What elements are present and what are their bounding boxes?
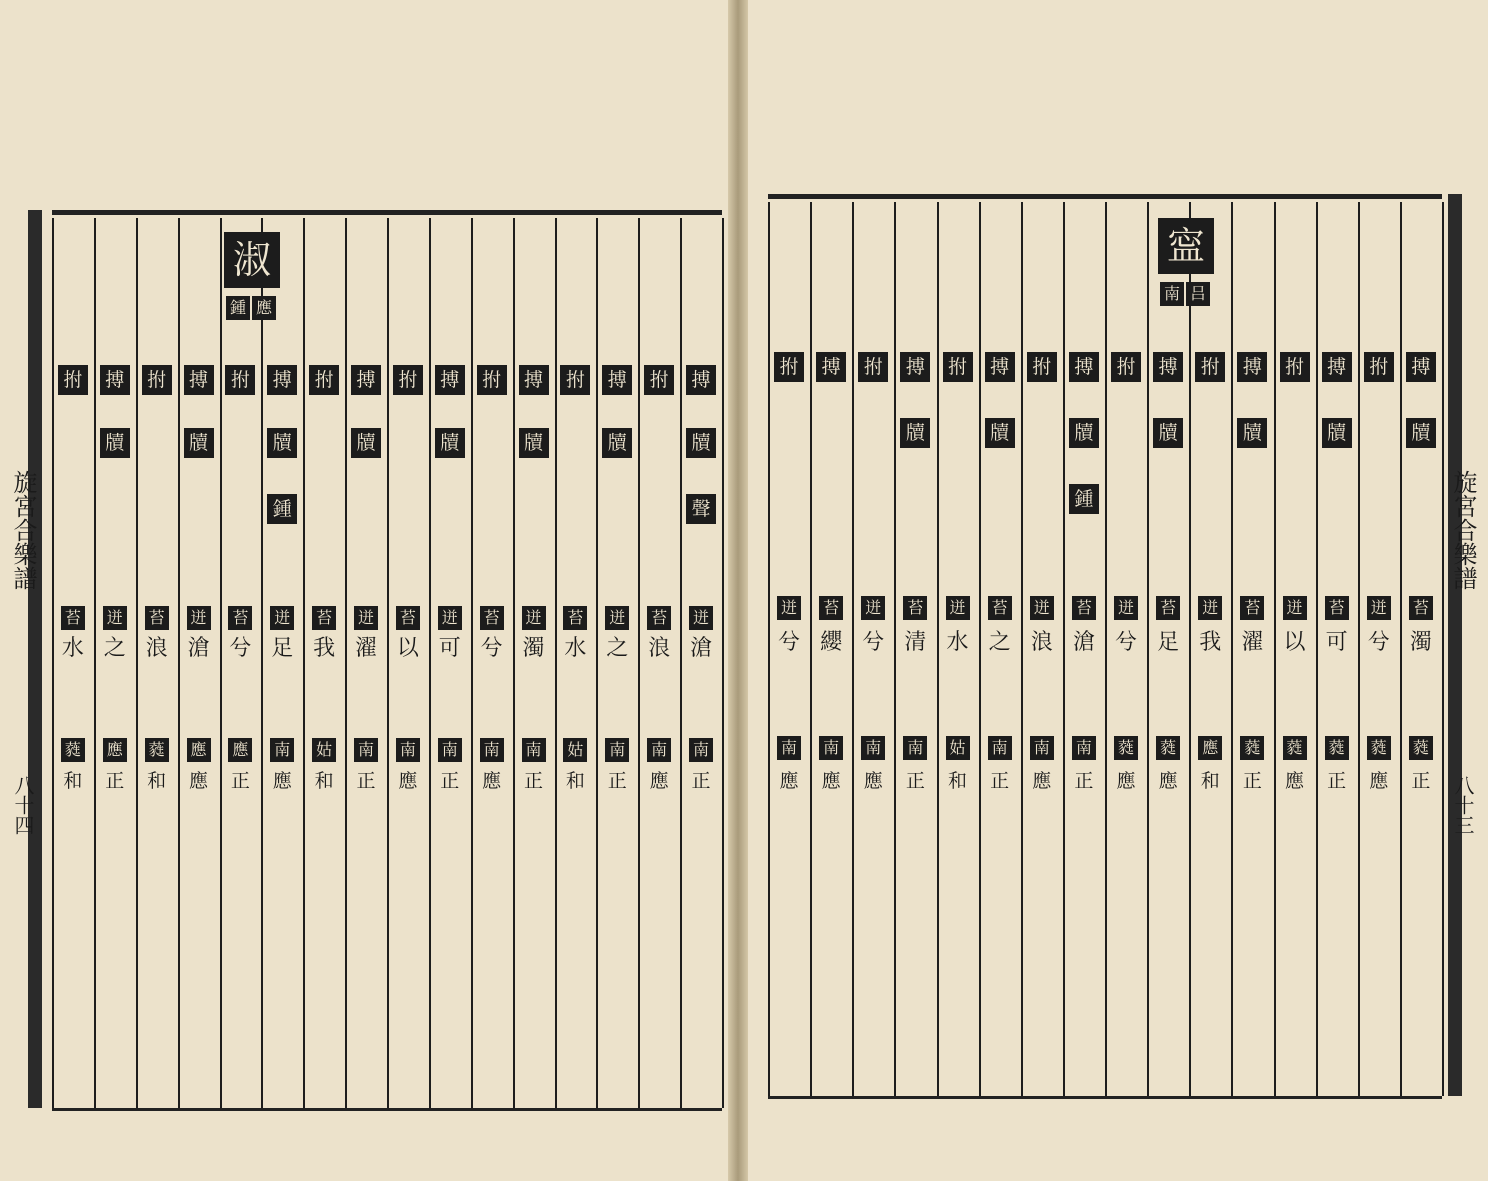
lyric-char: 浪: [1030, 630, 1053, 655]
instrument-mark: 南: [861, 736, 885, 760]
instrument-mark: 應: [103, 738, 127, 762]
column-rule: [638, 218, 640, 1108]
notation-top-mark: 拊: [560, 365, 590, 395]
note-char: 應: [863, 770, 883, 792]
lyric-char: 濁: [522, 636, 545, 661]
note-char: 和: [314, 770, 334, 792]
instrument-mark: 南: [1030, 736, 1054, 760]
notation-top-mark: 搏: [519, 365, 549, 395]
tag-mark: 苔: [647, 606, 671, 630]
note-char: 正: [105, 770, 125, 792]
lyric-char: 足: [1157, 630, 1180, 655]
column-rule: [261, 218, 263, 1108]
notation-top-mark: 拊: [393, 365, 423, 395]
note-char: 應: [482, 770, 502, 792]
notation-top-mark: 搏: [985, 352, 1015, 382]
tag-mark: 苔: [1072, 596, 1096, 620]
lyric-char: 足: [271, 636, 294, 661]
note-char: 應: [272, 770, 292, 792]
lyric-char: 兮: [1115, 630, 1138, 655]
notation-mid-mark: 鍾: [267, 494, 297, 524]
column-rule: [513, 218, 515, 1108]
column-rule: [1105, 202, 1107, 1096]
note-char: 應: [189, 770, 209, 792]
column-rule: [894, 202, 896, 1096]
column-rule: [136, 218, 138, 1108]
note-char: 正: [1242, 770, 1262, 792]
title-char: 寍: [1158, 218, 1214, 274]
note-char: 應: [1116, 770, 1136, 792]
lyric-char: 濯: [1241, 630, 1264, 655]
column-rule: [852, 202, 854, 1096]
column-rule: [94, 218, 96, 1108]
notation-top-mark: 搏: [267, 365, 297, 395]
lyric-char: 兮: [1367, 630, 1390, 655]
notation-mid-mark: 牘: [351, 428, 381, 458]
tag-mark: 迸: [103, 606, 127, 630]
notation-mid-mark: 牘: [100, 428, 130, 458]
instrument-mark: 蕤: [1156, 736, 1180, 760]
book-gutter: [728, 0, 748, 1181]
instrument-mark: 蕤: [1367, 736, 1391, 760]
lyric-char: 滄: [1072, 630, 1095, 655]
tag-mark: 苔: [563, 606, 587, 630]
notation-mid-mark: 牘: [267, 428, 297, 458]
column-rule: [722, 218, 724, 1108]
instrument-mark: 南: [605, 738, 629, 762]
column-rule: [1147, 202, 1149, 1096]
tag-mark: 苔: [61, 606, 85, 630]
notation-mid-mark: 鍾: [1069, 484, 1099, 514]
instrument-mark: 南: [647, 738, 671, 762]
tag-mark: 苔: [396, 606, 420, 630]
tag-mark: 苔: [480, 606, 504, 630]
note-char: 應: [1369, 770, 1389, 792]
instrument-mark: 南: [270, 738, 294, 762]
lyric-char: 兮: [862, 630, 885, 655]
tag-mark: 迸: [946, 596, 970, 620]
notation-top-mark: 搏: [816, 352, 846, 382]
tag-mark: 苔: [145, 606, 169, 630]
title-sub-mark: 南: [1160, 282, 1184, 306]
notation-top-mark: 拊: [1027, 352, 1057, 382]
instrument-mark: 姑: [946, 736, 970, 760]
notation-top-mark: 搏: [686, 365, 716, 395]
notation-top-mark: 搏: [1406, 352, 1436, 382]
lyric-char: 可: [1325, 630, 1348, 655]
column-rule: [52, 218, 54, 1108]
notation-mid-mark: 聲: [686, 494, 716, 524]
lyric-char: 清: [904, 630, 927, 655]
tag-mark: 迸: [605, 606, 629, 630]
note-char: 正: [905, 770, 925, 792]
note-char: 和: [565, 770, 585, 792]
lyric-char: 纓: [820, 630, 843, 655]
notation-mid-mark: 牘: [435, 428, 465, 458]
note-char: 正: [691, 770, 711, 792]
tag-mark: 迸: [777, 596, 801, 620]
lyric-char: 濁: [1409, 630, 1432, 655]
tag-mark: 苔: [1325, 596, 1349, 620]
notation-mid-mark: 牘: [1322, 418, 1352, 448]
note-char: 正: [607, 770, 627, 792]
notation-top-mark: 拊: [1280, 352, 1310, 382]
tag-mark: 迸: [1198, 596, 1222, 620]
notation-mid-mark: 牘: [1237, 418, 1267, 448]
instrument-mark: 南: [354, 738, 378, 762]
tag-mark: 苔: [1409, 596, 1433, 620]
notation-top-mark: 搏: [1322, 352, 1352, 382]
instrument-mark: 蕤: [1114, 736, 1138, 760]
title-sub-mark: 應: [252, 296, 276, 320]
tag-mark: 迸: [270, 606, 294, 630]
column-rule: [555, 218, 557, 1108]
title-char: 淑: [224, 232, 280, 288]
column-rule: [220, 218, 222, 1108]
lyric-char: 我: [313, 636, 336, 661]
instrument-mark: 南: [777, 736, 801, 760]
frame-side-rule: [1448, 194, 1462, 1096]
notation-top-mark: 拊: [858, 352, 888, 382]
instrument-mark: 姑: [563, 738, 587, 762]
notation-top-mark: 搏: [1237, 352, 1267, 382]
notation-top-mark: 搏: [184, 365, 214, 395]
instrument-mark: 南: [988, 736, 1012, 760]
lyric-char: 兮: [480, 636, 503, 661]
lyric-char: 以: [396, 636, 419, 661]
note-char: 應: [1285, 770, 1305, 792]
lyric-char: 濯: [355, 636, 378, 661]
left-page: [0, 0, 740, 1181]
note-char: 正: [440, 770, 460, 792]
lyric-char: 兮: [778, 630, 801, 655]
instrument-mark: 南: [438, 738, 462, 762]
right-page: [740, 0, 1488, 1181]
note-char: 和: [147, 770, 167, 792]
lyric-char: 以: [1283, 630, 1306, 655]
notation-top-mark: 搏: [602, 365, 632, 395]
column-rule: [979, 202, 981, 1096]
note-char: 正: [356, 770, 376, 792]
column-rule: [1063, 202, 1065, 1096]
instrument-mark: 南: [522, 738, 546, 762]
note-char: 正: [990, 770, 1010, 792]
frame-side-rule: [28, 210, 42, 1108]
tag-mark: 苔: [1156, 596, 1180, 620]
instrument-mark: 蕤: [61, 738, 85, 762]
page-number: 八十四: [11, 775, 35, 835]
instrument-mark: 南: [819, 736, 843, 760]
tag-mark: 迸: [1030, 596, 1054, 620]
tag-mark: 迸: [1283, 596, 1307, 620]
column-rule: [429, 218, 431, 1108]
lyric-char: 浪: [145, 636, 168, 661]
column-rule: [1231, 202, 1233, 1096]
column-rule: [1274, 202, 1276, 1096]
instrument-mark: 蕤: [1240, 736, 1264, 760]
tag-mark: 苔: [1240, 596, 1264, 620]
notation-top-mark: 拊: [1111, 352, 1141, 382]
notation-top-mark: 拊: [1364, 352, 1394, 382]
note-char: 和: [948, 770, 968, 792]
tag-mark: 迸: [1114, 596, 1138, 620]
notation-top-mark: 拊: [943, 352, 973, 382]
notation-mid-mark: 牘: [1153, 418, 1183, 448]
instrument-mark: 南: [480, 738, 504, 762]
column-rule: [680, 218, 682, 1108]
margin-title: 旋宮合樂譜: [1449, 470, 1477, 590]
tag-mark: 苔: [903, 596, 927, 620]
tag-mark: 迸: [438, 606, 462, 630]
column-rule: [596, 218, 598, 1108]
instrument-mark: 南: [689, 738, 713, 762]
instrument-mark: 應: [187, 738, 211, 762]
frame-bottom-rule: [52, 1108, 722, 1111]
column-rule: [1358, 202, 1360, 1096]
lyric-char: 可: [438, 636, 461, 661]
note-char: 正: [230, 770, 250, 792]
lyric-char: 滄: [690, 636, 713, 661]
notation-top-mark: 拊: [774, 352, 804, 382]
column-rule: [1021, 202, 1023, 1096]
notation-top-mark: 拊: [477, 365, 507, 395]
note-char: 和: [1200, 770, 1220, 792]
notation-mid-mark: 牘: [1406, 418, 1436, 448]
column-rule: [303, 218, 305, 1108]
instrument-mark: 應: [1198, 736, 1222, 760]
column-rule: [1442, 202, 1444, 1096]
note-char: 和: [63, 770, 83, 792]
column-rule: [1189, 202, 1191, 1096]
tag-mark: 苔: [819, 596, 843, 620]
tag-mark: 迸: [1367, 596, 1391, 620]
notation-top-mark: 搏: [351, 365, 381, 395]
column-rule: [471, 218, 473, 1108]
instrument-mark: 蕤: [1283, 736, 1307, 760]
notation-mid-mark: 牘: [900, 418, 930, 448]
column-rule: [937, 202, 939, 1096]
notation-mid-mark: 牘: [602, 428, 632, 458]
lyric-char: 兮: [229, 636, 252, 661]
note-char: 正: [1411, 770, 1431, 792]
column-rule: [178, 218, 180, 1108]
lyric-char: 我: [1199, 630, 1222, 655]
lyric-char: 水: [564, 636, 587, 661]
lyric-char: 之: [988, 630, 1011, 655]
notation-top-mark: 搏: [900, 352, 930, 382]
column-rule: [1316, 202, 1318, 1096]
tag-mark: 迸: [187, 606, 211, 630]
notation-top-mark: 搏: [435, 365, 465, 395]
instrument-mark: 南: [903, 736, 927, 760]
lyric-char: 水: [61, 636, 84, 661]
note-char: 應: [649, 770, 669, 792]
notation-mid-mark: 牘: [985, 418, 1015, 448]
note-char: 應: [779, 770, 799, 792]
notation-top-mark: 拊: [1195, 352, 1225, 382]
note-char: 應: [821, 770, 841, 792]
notation-top-mark: 拊: [309, 365, 339, 395]
note-char: 應: [398, 770, 418, 792]
notation-mid-mark: 牘: [1069, 418, 1099, 448]
instrument-mark: 蕤: [1325, 736, 1349, 760]
tag-mark: 迸: [354, 606, 378, 630]
title-sub-mark: 吕: [1186, 282, 1210, 306]
column-rule: [1400, 202, 1402, 1096]
notation-mid-mark: 牘: [184, 428, 214, 458]
lyric-char: 之: [103, 636, 126, 661]
notation-top-mark: 搏: [1153, 352, 1183, 382]
instrument-mark: 南: [1072, 736, 1096, 760]
lyric-char: 之: [606, 636, 629, 661]
lyric-char: 浪: [648, 636, 671, 661]
margin-title: 旋宮合樂譜: [9, 470, 37, 590]
note-char: 正: [1327, 770, 1347, 792]
title-sub-mark: 鍾: [226, 296, 250, 320]
tag-mark: 迸: [861, 596, 885, 620]
notation-top-mark: 拊: [225, 365, 255, 395]
notation-top-mark: 搏: [100, 365, 130, 395]
tag-mark: 苔: [988, 596, 1012, 620]
instrument-mark: 蕤: [145, 738, 169, 762]
note-char: 應: [1032, 770, 1052, 792]
lyric-char: 水: [946, 630, 969, 655]
instrument-mark: 姑: [312, 738, 336, 762]
page-number: 八十三: [1451, 775, 1475, 835]
frame-bottom-rule: [768, 1096, 1442, 1099]
notation-mid-mark: 牘: [519, 428, 549, 458]
note-char: 應: [1158, 770, 1178, 792]
tag-mark: 苔: [228, 606, 252, 630]
instrument-mark: 蕤: [1409, 736, 1433, 760]
tag-mark: 迸: [689, 606, 713, 630]
column-rule: [810, 202, 812, 1096]
tag-mark: 迸: [522, 606, 546, 630]
note-char: 正: [1074, 770, 1094, 792]
notation-mid-mark: 牘: [686, 428, 716, 458]
column-rule: [387, 218, 389, 1108]
column-rule: [345, 218, 347, 1108]
notation-top-mark: 搏: [1069, 352, 1099, 382]
frame-top-rule: [52, 210, 722, 215]
frame-top-rule: [768, 194, 1442, 199]
lyric-char: 滄: [187, 636, 210, 661]
notation-top-mark: 拊: [644, 365, 674, 395]
notation-top-mark: 拊: [142, 365, 172, 395]
notation-top-mark: 拊: [58, 365, 88, 395]
instrument-mark: 應: [228, 738, 252, 762]
note-char: 正: [524, 770, 544, 792]
instrument-mark: 南: [396, 738, 420, 762]
tag-mark: 苔: [312, 606, 336, 630]
column-rule: [768, 202, 770, 1096]
